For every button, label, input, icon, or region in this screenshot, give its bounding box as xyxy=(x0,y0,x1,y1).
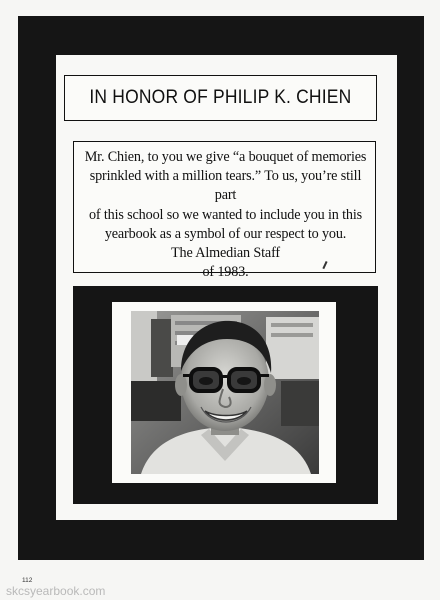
page-title: IN HONOR OF PHILIP K. CHIEN xyxy=(89,87,352,108)
signature-line: The Almedian Staff xyxy=(171,245,280,262)
watermark: skcsyearbook.com xyxy=(6,584,106,598)
title-box xyxy=(64,75,377,121)
dedication-line: yearbook as a symbol of our respect to you. xyxy=(104,225,347,242)
page-number: 112 xyxy=(22,577,33,584)
dedication-box xyxy=(73,141,376,281)
dedication-line: sprinkled with a million tears.” To us, you’re still part xyxy=(89,168,362,204)
dedication-line: Mr. Chien, to you we give “a bouquet of memories xyxy=(84,149,367,165)
dedication-line: of this school so we wanted to include you in this xyxy=(88,206,363,223)
signature-line: of 1983. xyxy=(202,264,249,281)
portrait-photo xyxy=(131,311,319,474)
dedication-text xyxy=(80,148,371,282)
